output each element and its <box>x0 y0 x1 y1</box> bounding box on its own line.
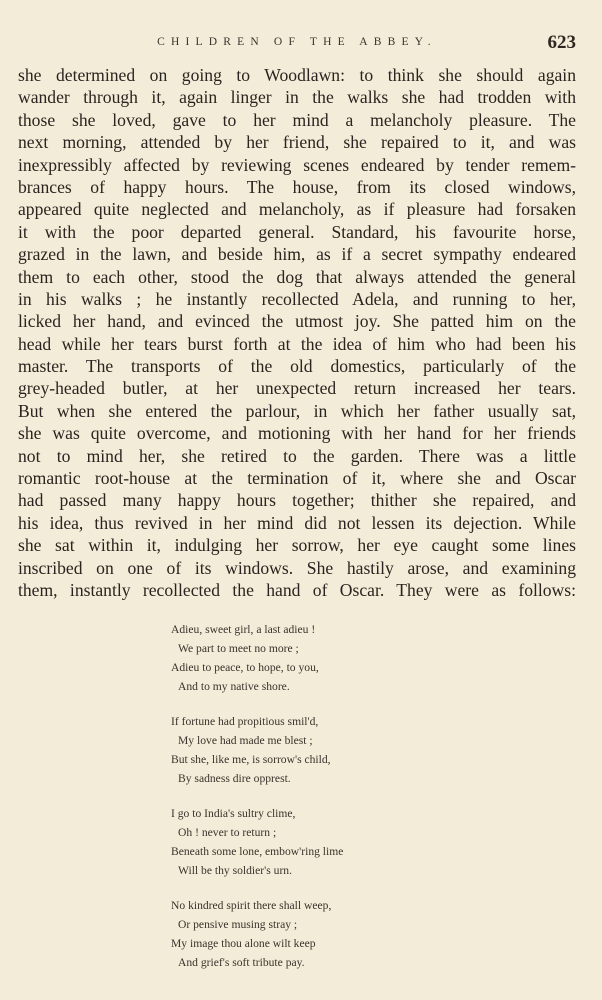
prose-line: grey-headed butler, at her unexpected return increased her tears. <box>18 378 576 399</box>
poem-line: I go to India's sultry clime, <box>171 807 296 821</box>
prose-line: his idea, thus revived in her mind did not lessen its dejection. While <box>18 512 576 533</box>
poem-line: By sadness dire opprest. <box>178 772 291 786</box>
poem-line: Will be thy soldier's urn. <box>178 864 293 878</box>
prose-line: head while her tears burst forth at the idea of him who had been his <box>18 333 576 354</box>
poem <box>171 620 576 972</box>
prose-line: not to mind her, she retired to the garden. There was a little <box>18 445 576 466</box>
poem-line: And grief's soft tribute pay. <box>178 956 305 970</box>
poem-line: We part to meet no more ; <box>178 642 299 656</box>
prose-line: in his walks ; he instantly recollected Adela, and running to her, <box>18 288 576 309</box>
poem-stanza <box>171 620 576 696</box>
prose-line: had passed many happy hours together; thither she repaired, and <box>18 490 576 511</box>
prose-line: But when she entered the parlour, in which her father usually sat, <box>18 400 576 421</box>
prose-line: those she loved, gave to her mind a melancholy pleasure. The <box>18 109 576 130</box>
page-number: 623 <box>547 32 576 53</box>
poem-line: Adieu, sweet girl, a last adieu ! <box>171 623 316 637</box>
prose-block <box>18 64 576 601</box>
prose-line: wander through it, again linger in the walks she had trodden with <box>18 87 576 108</box>
prose-line: licked her hand, and evinced the utmost joy. She patted him on the <box>18 311 576 332</box>
poem-line: Oh ! never to return ; <box>178 826 277 840</box>
prose-line: appeared quite neglected and melancholy, as if pleasure had forsaken <box>18 199 576 220</box>
prose-line: it with the poor departed general. Standard, his favourite horse, <box>18 221 576 242</box>
poem-line: Or pensive musing stray ; <box>178 918 298 932</box>
poem-line: If fortune had propitious smil'd, <box>171 715 319 729</box>
prose-line: inexpressibly affected by reviewing scenes endeared by tender remem- <box>18 154 576 175</box>
prose-line: them, instantly recollected the hand of Oscar. They were as follows: <box>18 579 576 600</box>
poem-line: My love had made me blest ; <box>178 734 313 748</box>
poem-line: Beneath some lone, embow'ring lime <box>171 845 344 859</box>
page-header <box>18 32 576 56</box>
prose-line: grazed in the lawn, and beside him, as if a secret sympathy endeared <box>18 244 576 265</box>
prose-line: she was quite overcome, and motioning with her hand for her friends <box>18 423 576 444</box>
prose-line: she determined on going to Woodlawn: to think she should again <box>18 65 576 85</box>
poem-line: Adieu to peace, to hope, to you, <box>171 661 319 675</box>
poem-stanza <box>171 712 576 788</box>
poem-line: My image thou alone wilt keep <box>171 937 316 951</box>
prose-line: romantic root-house at the termination of it, where she and Oscar <box>18 468 576 489</box>
prose-line: inscribed on one of its windows. She hastily arose, and examining <box>18 557 576 578</box>
poem-line: No kindred spirit there shall weep, <box>171 899 332 913</box>
prose-line: she sat within it, indulging her sorrow, her eye caught some lines <box>18 535 576 556</box>
prose-line: them to each other, stood the dog that always attended the general <box>18 266 576 287</box>
poem-stanza <box>171 896 576 972</box>
poem-stanza <box>171 804 576 880</box>
poem-line: And to my native shore. <box>178 680 290 694</box>
running-head: CHILDREN OF THE ABBEY. <box>157 36 437 48</box>
poem-line: But she, like me, is sorrow's child, <box>171 753 331 767</box>
prose-line: next morning, attended by her friend, she repaired to it, and was <box>18 132 576 153</box>
prose-line: master. The transports of the old domestics, particularly of the <box>18 356 576 377</box>
prose-line: brances of happy hours. The house, from its closed windows, <box>18 176 576 197</box>
